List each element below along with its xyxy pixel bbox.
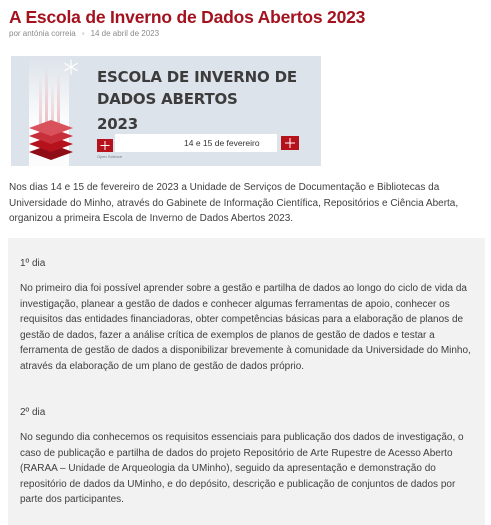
snowflake-icon <box>63 59 79 75</box>
banner-title-line-1: ESCOLA DE INVERNO DE <box>97 68 297 86</box>
day-1-text: No primeiro dia foi possível aprender sobre a gestão e partilha de dados ao longo do ciclo de vida da investigação, planear a gestão de dados e conhecer algumas ferramentas de apoio, conhecer os requisitos das entidades financiadoras, obter competências básicas para a elaboração de planos de gestão de dados, fazer a análise crítica de exemplos de planos de gestão de dados e testar a ferramenta de gestão de dados a disponibilizar brevemente à comunidade da Universidade do Minho, através da elaboração de um plano de gestão de dados próprio. <box>20 283 471 372</box>
day-1-label: 1º dia <box>20 258 46 269</box>
post-meta <box>9 29 159 38</box>
banner-title-line-3: 2023 <box>97 115 138 133</box>
sdum-logo-icon <box>281 136 299 150</box>
banner-dates: 14 e 15 de fevereiro <box>184 138 260 148</box>
event-banner-image <box>11 56 321 166</box>
post-author[interactable]: por antónia correia <box>9 29 76 38</box>
meta-separator: ◦ <box>81 29 85 38</box>
uminho-logo-icon <box>97 139 113 152</box>
database-stack-icon <box>27 116 75 160</box>
post-date[interactable]: 14 de abril de 2023 <box>90 29 160 38</box>
program-box <box>8 238 485 525</box>
banner-logo-caption: Open Science <box>97 154 123 159</box>
intro-paragraph: Nos dias 14 e 15 de fevereiro de 2023 a Unidade de Serviços de Documentação e Bibliotecas da Universidade do Minho, através do Gabinete de Informação Científica, Repositórios e Ciência Aberta, organizou a primeira Escola de Inverno de Dados Abertos 2023. <box>9 182 459 224</box>
post-title[interactable]: A Escola de Inverno de Dados Abertos 2023 <box>9 7 366 27</box>
banner-title-line-2: DADOS ABERTOS <box>97 90 238 108</box>
day-2-label: 2º dia <box>20 407 46 418</box>
day-2-text: No segundo dia conhecemos os requisitos essenciais para publicação dos dados de investigação, o caso de publicação e partilha de dados do projeto Repositório de Arte Rupestre de Acesso Aberto (RARAA – Unidade de Arqueologia da UMinho), seguido da apresentação e demonstração do repositório de dados da UMinho, e do depósito, descrição e publicação de conjuntos de dados por parte dos participantes. <box>20 432 464 505</box>
